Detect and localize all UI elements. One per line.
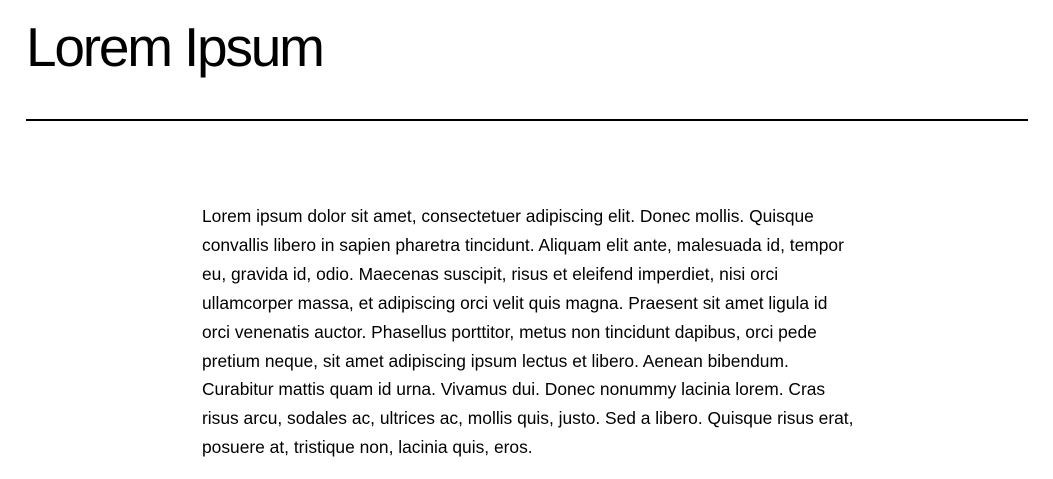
page-title: Lorem Ipsum <box>26 16 323 78</box>
body-paragraph: Lorem ipsum dolor sit amet, consectetuer adipiscing elit. Donec mollis. Quisque convallis libero in sapien pharetra tincidunt. Aliquam elit ante, malesuada id, tempor eu, gravida id, odio. Maecenas suscipit, risus et eleifend imperdiet, nisi orci ullamcorper massa, et adipiscing orci velit quis magna. Praesent sit amet ligula id orci venenatis auctor. Phasellus porttitor, metus non tincidunt dapibus, orci pede pretium neque, sit amet adipiscing ipsum lectus et libero. Aenean bibendum. Curabitur mattis quam id urna. Vivamus dui. Donec nonummy lacinia lorem. Cras risus arcu, sodales ac, ultrices ac, mollis quis, justo. Sed a libero. Quisque risus erat, posuere at, tristique non, lacinia quis, eros. <box>202 206 854 458</box>
title-divider <box>26 119 1028 121</box>
